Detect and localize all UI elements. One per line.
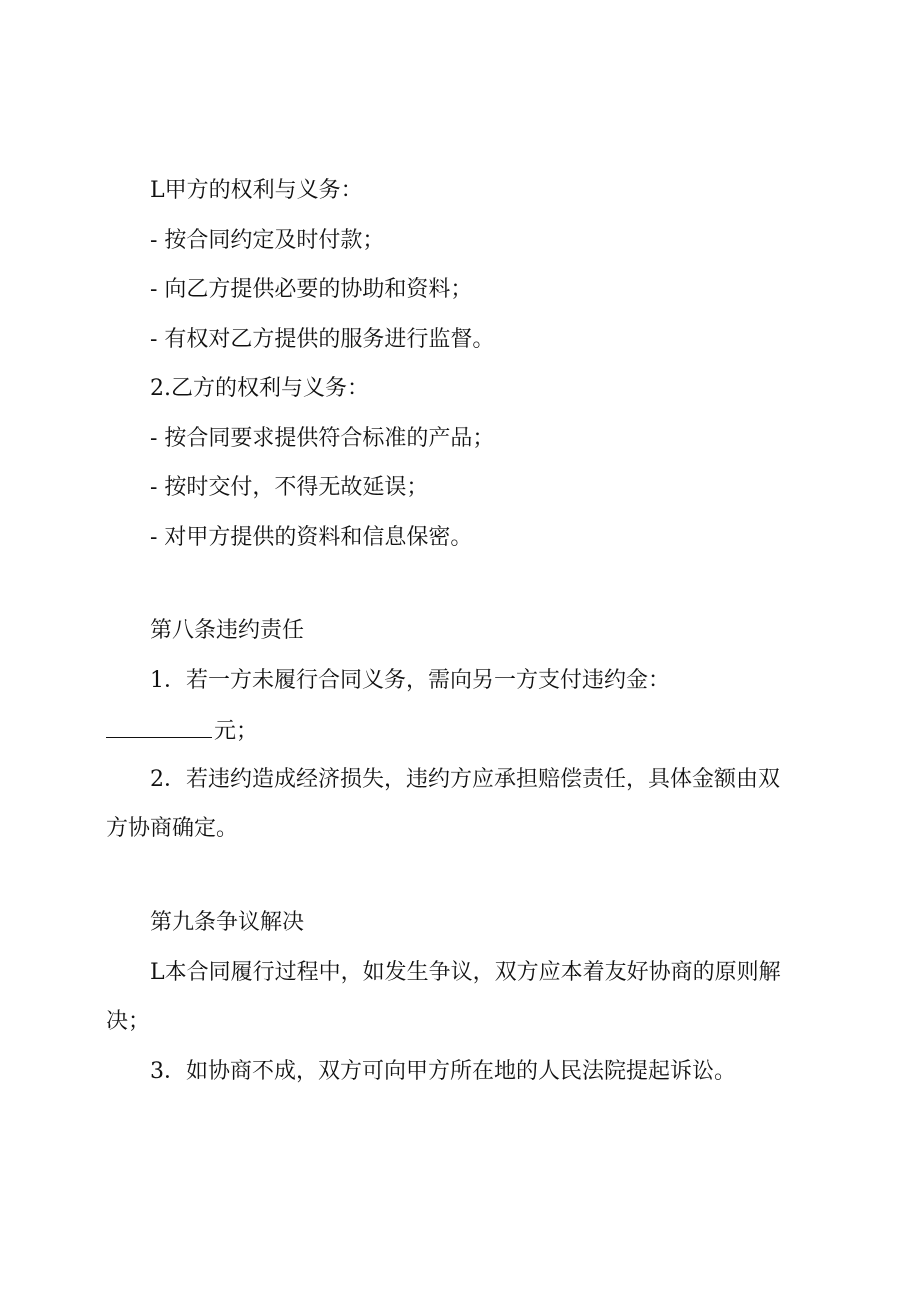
penalty-amount-line <box>106 715 258 747</box>
penalty-amount-blank <box>106 715 212 738</box>
section-9-item-1: L本合同履行过程中，如发生争议，双方应本着友好协商的原则解 <box>150 960 781 985</box>
party-b-heading: 2.乙方的权利与义务： <box>150 376 369 401</box>
party-a-item: - 有权对乙方提供的服务进行监督。 <box>150 327 495 352</box>
section-9-title: 第九条争议解决 <box>150 910 305 935</box>
section-9-item-1-cont: 决； <box>106 1009 151 1034</box>
section-8-item-2: 2．若违约造成经济损失，违约方应承担赔偿责任，具体金额由双 <box>150 767 780 792</box>
party-b-item: - 按时交付，不得无故延误； <box>150 475 429 500</box>
party-a-heading: L甲方的权利与义务： <box>150 178 363 203</box>
penalty-unit: 元； <box>214 719 259 744</box>
party-a-item: - 按合同约定及时付款； <box>150 228 385 253</box>
section-8-item-1: 1．若一方未履行合同义务，需向另一方支付违约金： <box>150 668 670 693</box>
party-b-item: - 按合同要求提供符合标准的产品； <box>150 426 495 451</box>
party-a-item: - 向乙方提供必要的协助和资料； <box>150 277 473 302</box>
section-9-item-3: 3．如协商不成，双方可向甲方所在地的人民法院提起诉讼。 <box>150 1059 736 1084</box>
party-b-item: - 对甲方提供的资料和信息保密。 <box>150 525 473 550</box>
section-8-item-2-cont: 方协商确定。 <box>106 816 239 841</box>
section-8-title: 第八条违约责任 <box>150 618 305 643</box>
